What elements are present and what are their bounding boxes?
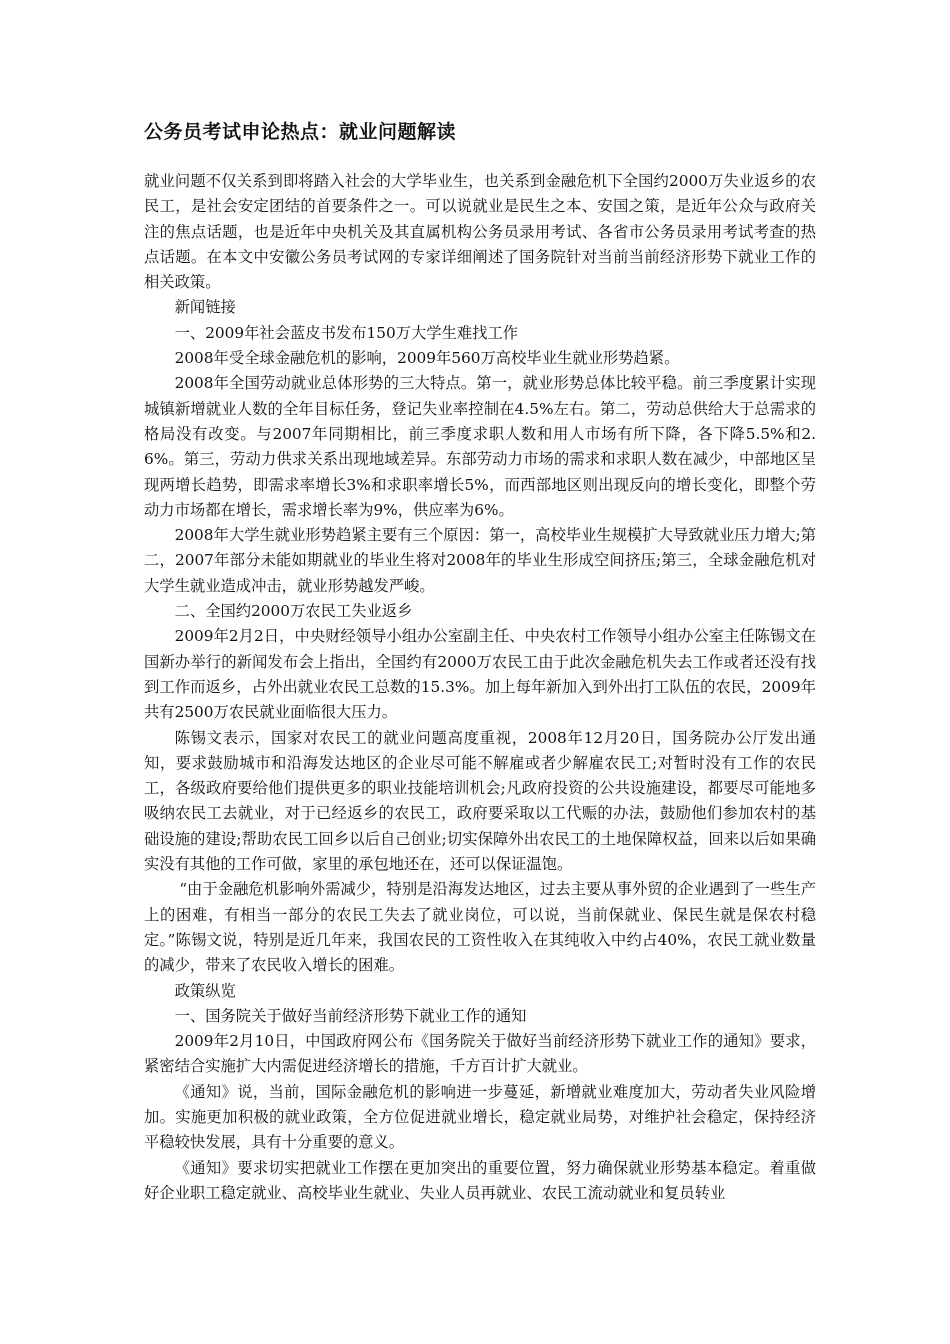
document-title: 公务员考试申论热点：就业问题解读 — [144, 121, 457, 143]
section-heading-policy-overview: 政策纵览 — [174, 981, 236, 1000]
subheading-graduates: 一、2009年社会蓝皮书发布150万大学生难找工作 — [174, 323, 519, 342]
paragraph-notice-requirements: 《通知》要求切实把就业工作摆在更加突出的重要位置，努力确保就业形势基本稳定。着重做好企业职工稳定就业、高校毕业生就业、失业人员再就业、农民工流动就业和复员转业 — [144, 1158, 816, 1202]
document-page — [144, 118, 816, 1206]
paragraph-chen-xiwen-press: 2009年2月2日，中央财经领导小组办公室副主任、中央农村工作领导小组办公室主任陈锡文在国新办举行的新闻发布会上指出，全国约有2000万农民工由于此次金融危机失去工作或者还没有找到工作而返乡，占外出就业农民工总数的15.3%。加上每年新加入到外出打工队伍的农民，2009年共有2500万农民就业面临很大压力。 — [144, 627, 816, 722]
section-heading-news-link: 新闻链接 — [174, 298, 236, 317]
paragraph-state-council-notice: 陈锡文表示，国家对农民工的就业问题高度重视，2008年12月20日，国务院办公厅发出通知，要求鼓励城市和沿海发达地区的企业尽可能不解雇或者少解雇农民工;对暂时没有工作的农民工，各级政府要给他们提供更多的职业技能培训机会;凡政府投资的公共设施建设，都要尽可能地多吸纳农民工去就业，对于已经返乡的农民工，政府要采取以工代赈的办法，鼓励他们参加农村的基础设施的建设;帮助农民工回乡以后自己创业;切实保障外出农民工的土地保障权益，回来以后如果确实没有其他的工作可做，家里的承包地还在，还可以保证温饱。 — [144, 728, 816, 874]
subheading-state-council-notice: 一、国务院关于做好当前经济形势下就业工作的通知 — [174, 1006, 527, 1025]
paragraph-2008-impact: 2008年受全球金融危机的影响，2009年560万高校毕业生就业形势趋紧。 — [174, 349, 680, 368]
paragraph-labor-features: 2008年全国劳动就业总体形势的三大特点。第一，就业形势总体比较平稳。前三季度累计实现城镇新增就业人数的全年目标任务，登记失业率控制在4.5%左右。第二，劳动总供给大于总需求的格局没有改变。与2007年同期相比，前三季度求职人数和用人市场有所下降，各下降5.5%和2.6%。第三，劳动力供求关系出现地域差异。东部劳动力市场的需求和求职人数在减少，中部地区呈现两增长趋势，即需求率增长3%和求职率增长5%，而西部地区则出现反向的增长变化，即整个劳动力市场都在增长，需求增长率为9%，供应率为6%。 — [144, 374, 816, 519]
paragraph-quote: “由于金融危机影响外需减少，特别是沿海发达地区，过去主要从事外贸的企业遇到了一些生产上的困难，有相当一部分的农民工失去了就业岗位，可以说，当前保就业、保民生就是保农村稳定。”陈锡文说，特别是近几年来，我国农民的工资性收入在其纯收入中约占40%，农民工就业数量的减少，带来了农民收入增长的困难。 — [144, 880, 816, 975]
subheading-migrant-workers: 二、全国约2000万农民工失业返乡 — [174, 602, 413, 621]
paragraph-graduate-reasons: 2008年大学生就业形势趋紧主要有三个原因：第一，高校毕业生规模扩大导致就业压力增大;第二，2007年部分未能如期就业的毕业生将对2008年的毕业生形成空间挤压;第三，全球金融危机对大学生就业造成冲击，就业形势越发严峻。 — [144, 526, 816, 595]
intro-paragraph: 就业问题不仅关系到即将踏入社会的大学毕业生，也关系到金融危机下全国约2000万失业返乡的农民工，是社会安定团结的首要条件之一。可以说就业是民生之本、安国之策，是近年公众与政府关注的焦点话题，也是近年中央机关及其直属机构公务员录用考试、各省市公务员录用考试考查的热点话题。在本文中安徽公务员考试网的专家详细阐述了国务院针对当前当前经济形势下就业工作的相关政策。 — [144, 172, 816, 292]
paragraph-notice-context: 《通知》说，当前，国际金融危机的影响进一步蔓延，新增就业难度加大，劳动者失业风险增加。实施更加积极的就业政策，全方位促进就业增长，稳定就业局势，对维护社会稳定，保持经济平稳较快发展，具有十分重要的意义。 — [144, 1082, 816, 1152]
paragraph-gov-website: 2009年2月10日，中国政府网公布《国务院关于做好当前经济形势下就业工作的通知》要求，紧密结合实施扩大内需促进经济增长的措施，千方百计扩大就业。 — [144, 1032, 816, 1076]
